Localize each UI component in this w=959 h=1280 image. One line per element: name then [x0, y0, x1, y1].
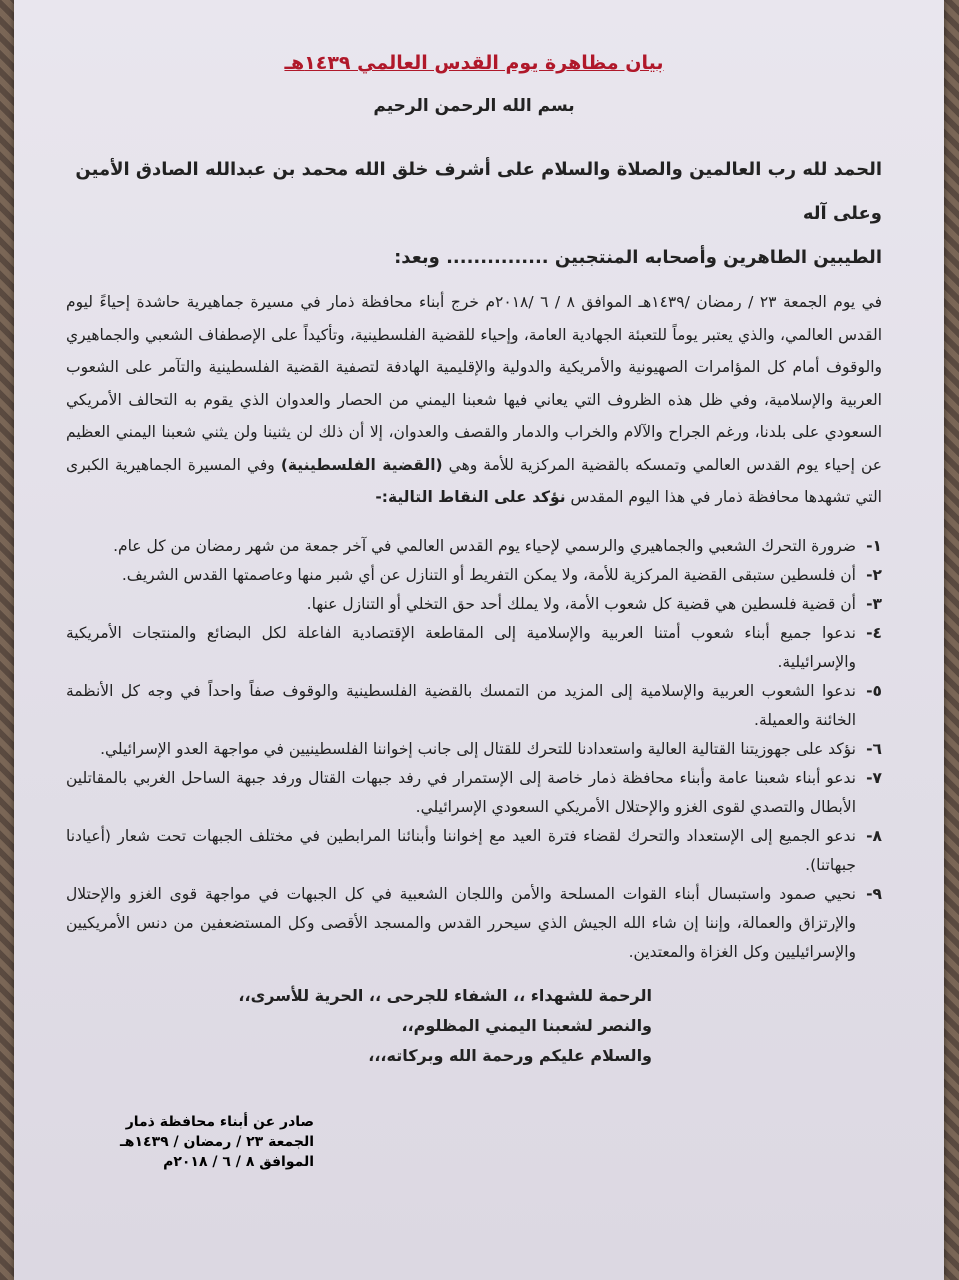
point-number: ٨- — [866, 826, 882, 845]
paragraph-bold-points: نؤكد على النقاط التالية:- — [375, 488, 566, 506]
point-number: ٥- — [866, 681, 882, 700]
point-number: ٦- — [866, 739, 882, 758]
point-number: ٤- — [866, 623, 882, 642]
list-item — [66, 764, 882, 822]
closing-line-3: والسلام عليكم ورحمة الله وبركاته،،، — [368, 1045, 652, 1065]
list-item — [66, 590, 882, 619]
closing-line-2: والنصر لشعبنا اليمني المظلوم،، — [401, 1015, 652, 1035]
list-item — [66, 880, 882, 967]
point-text: أن فلسطين ستبقى القضية المركزية للأمة، ولا يمكن التفريط أو التنازل عن أي شبر منها وعاصمتها القدس الشريف. — [121, 565, 856, 584]
points-list — [66, 532, 882, 967]
list-item — [66, 532, 882, 561]
point-text: نحيي صمود واستبسال أبناء القوات المسلحة والأمن واللجان الشعبية في كل الجبهات في مواجهة قوى الغزو والإحتلال والإرتزاق والعمالة، وإننا إن شاء الله الجيش الذي سيحرر القدس والمسجد الأقصى وكل المستضعفين من دنس الأمريكيين والإسرائيليين وكل الغزاة والمعتدين. — [66, 884, 856, 961]
paragraph-text-a: في يوم الجمعة ٢٣ / رمضان /١٤٣٩هـ الموافق ٨ / ٦ /٢٠١٨م خرج أبناء محافظة ذمار في مسيرة جماهيرية حاشدة إحياءً ليوم القدس العالمي، والذي يعتبر يوماً للتعبئة الجهادية العامة، وإحياء للقضية الفلسطينية، وتأكيداً على الإصطفاف الشعبي والجماهيري والوقوف أمام كل المؤامرات الصهيونية والأمريكية والدولية والإقليمية الهادفة لتصفية القضية الفلسطينية والتآمر على الشعوب العربية والإسلامية، وفي ظل هذه الظروف التي يعاني فيها شعبنا اليمني من الحصار والعدوان الذي يقوم به التحالف الأمريكي السعودي على بلدنا، ورغم الجراح والآلام والخراب والدمار والقصف والعدوان، إلا أن ذلك لن يثنينا ولن يثني شعبنا اليمني العظيم عن إحياء يوم القدس العالمي وتمسكه بالقضية المركزية للأمة وهي — [66, 293, 882, 474]
point-text: نؤكد على جهوزيتنا القتالية العالية واستعدادنا للتحرك للقتال إلى جانب إخواننا الفلسطينيين في مواجهة العدو الإسرائيلي. — [100, 739, 856, 758]
basmala: بسم الله الرحمن الرحيم — [373, 96, 575, 116]
point-text: ندعوا جميع أبناء شعوب أمتنا العربية والإسلامية إلى المقاطعة الإقتصادية الفاعلة لكل البضائع والمنتجات الأمريكية والإسرائيلية. — [66, 623, 856, 671]
point-number: ٣- — [866, 594, 882, 613]
point-text: ضرورة التحرك الشعبي والجماهيري والرسمي لإحياء يوم القدس العالمي في آخر جمعة من شهر رمضان من كل عام. — [113, 536, 856, 555]
paragraph-text-b: وفي المسيرة الجماهيرية الكبرى التي تشهدها محافظة ذمار في هذا اليوم المقدس — [66, 455, 882, 506]
intro-line-2: الطيبين الطاهرين وأصحابه المنتجبين ............... وبعد: — [394, 247, 882, 268]
point-text: أن قضية فلسطين هي قضية كل شعوب الأمة، ولا يملك أحد حق التخلي أو التنازل عنها. — [306, 594, 856, 613]
paragraph-bold-cause: (القضية الفلسطينية) — [280, 455, 443, 474]
intro-line-1: الحمد لله رب العالمين والصلاة والسلام على أشرف خلق الله محمد بن عبدالله الصادق الأمين وعلى آله — [75, 159, 882, 224]
point-number: ٩- — [866, 884, 882, 903]
document-title: بيان مظاهرة يوم القدس العالمي ١٤٣٩هـ — [284, 52, 664, 74]
issuer-line-1: صادر عن أبناء محافظة ذمار — [125, 1114, 315, 1130]
issuer-line-2: الجمعة ٢٣ / رمضان / ١٤٣٩هـ — [120, 1134, 315, 1150]
list-item — [66, 822, 882, 880]
closing-block — [66, 981, 652, 1071]
issuer-line-3: الموافق ٨ / ٦ / ٢٠١٨م — [163, 1154, 315, 1170]
point-text: ندعوا الشعوب العربية والإسلامية إلى المزيد من التمسك بالقضية الفلسطينية والوقوف صفاً واحداً في وجه كل الأنظمة الخائنة والعميلة. — [66, 681, 856, 729]
closing-line-1: الرحمة للشهداء ،، الشفاء للجرحى ،، الحرية للأسرى،، — [238, 985, 652, 1005]
point-text: ندعو أبناء شعبنا عامة وأبناء محافظة ذمار خاصة إلى الإستمرار في رفد جبهات القتال ورفد جبهة الساحل الغربي بالمقاتلين الأبطال والتصدي لقوى الغزو والإحتلال الأمريكي السعودي الإسرائيلي. — [66, 768, 856, 816]
list-item — [66, 677, 882, 735]
document-page — [14, 0, 944, 1280]
point-number: ١- — [866, 536, 882, 555]
point-number: ٢- — [866, 565, 882, 584]
point-number: ٧- — [866, 768, 882, 787]
point-text: ندعو الجميع إلى الإستعداد والتحرك لقضاء فترة العيد مع إخواننا وأبنائنا المرابطين في مختلف الجبهات تحت شعار (أعيادنا جبهاتنا). — [66, 826, 856, 874]
list-item — [66, 561, 882, 590]
list-item — [66, 619, 882, 677]
list-item — [66, 735, 882, 764]
main-paragraph — [66, 286, 882, 514]
intro — [66, 148, 882, 280]
issuer-block — [120, 1112, 314, 1172]
